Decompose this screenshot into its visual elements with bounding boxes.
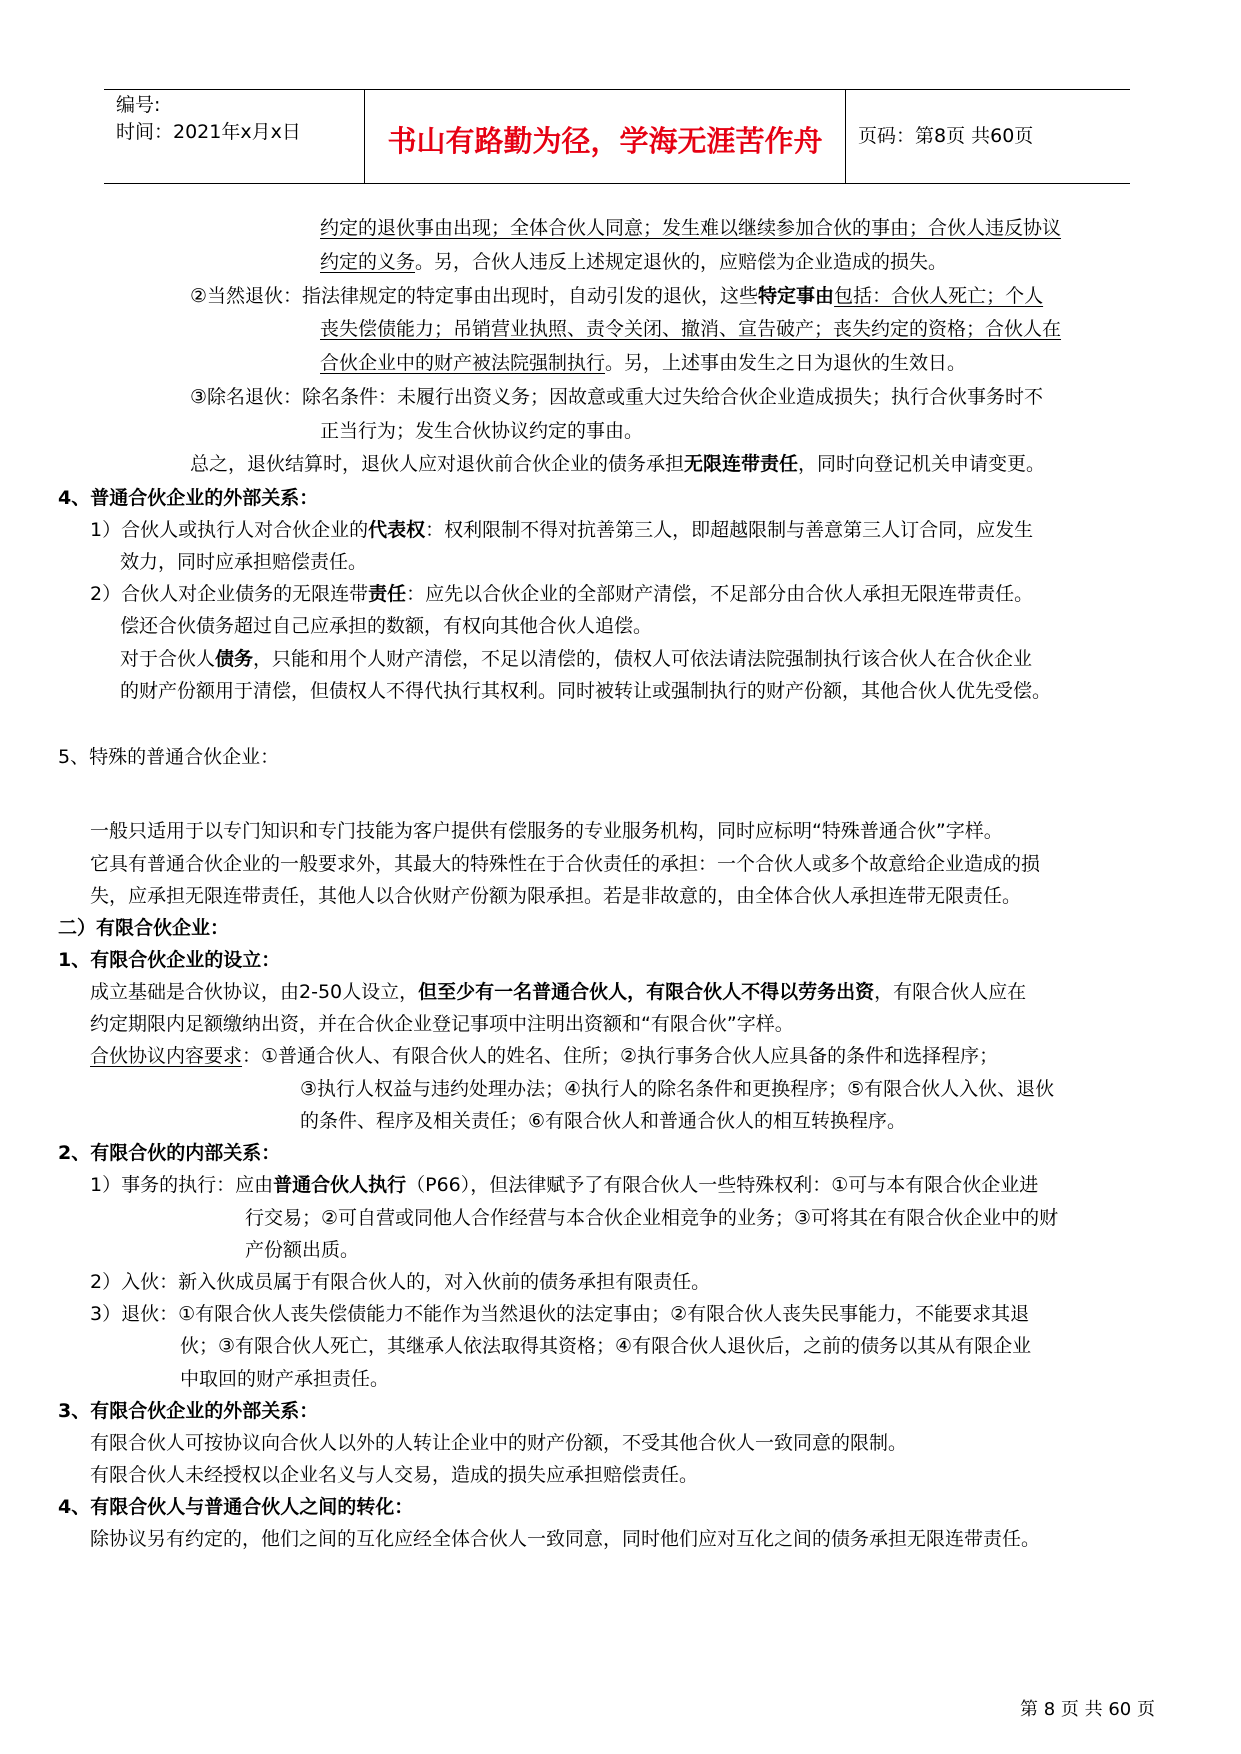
text-segment: 1、有限合伙企业的设立：	[58, 949, 281, 971]
header-page-code: 页码：第8页 共60页	[858, 125, 1034, 147]
text-line	[58, 483, 318, 513]
text-segment: ②当然退伙：指法律规定的特定事由出现时，自动引发的退伙，这些	[190, 285, 759, 307]
text-segment: 的条件、程序及相关责任；⑥有限合伙人和普通合伙人的相互转换程序。	[300, 1110, 907, 1132]
text-segment: 效力，同时应承担赔偿责任。	[120, 551, 368, 573]
text-line	[180, 1331, 1031, 1361]
text-segment: 行交易；②可自营或同他人合作经营与本合伙企业相竞争的业务；③可将其在有限合伙企业中的财	[245, 1207, 1059, 1229]
text-segment: 代表权	[368, 519, 426, 541]
page-header	[104, 89, 1130, 184]
text-segment: 一般只适用于以专门知识和专门技能为客户提供有偿服务的专业服务机构，同时应标明“特殊普通合伙”字样。	[90, 820, 1003, 842]
text-line	[90, 1460, 698, 1490]
text-line	[90, 579, 1033, 609]
text-segment: 的财产份额用于清偿，但债权人不得代执行其权利。同时被转让或强制执行的财产份额，其他合伙人优先受偿。	[120, 680, 1052, 702]
text-line	[120, 611, 652, 641]
text-segment: ，同时向登记机关申请变更。	[798, 453, 1046, 475]
text-segment: ：①普通合伙人、有限合伙人的姓名、住所；②执行事务合伙人应具备的条件和选择程序；	[242, 1045, 999, 1067]
text-segment: 4、普通合伙企业的外部关系：	[58, 487, 319, 509]
text-segment: 约定的义务	[320, 251, 416, 273]
text-segment: 除协议另有约定的，他们之间的互化应经全体合伙人一致同意，同时他们应对互化之间的债务承担无限连带责任。	[90, 1528, 1041, 1550]
text-segment: 无限连带责任	[684, 453, 799, 475]
text-segment: 它具有普通合伙企业的一般要求外，其最大的特殊性在于合伙责任的承担：一个合伙人或多个故意给企业造成的损	[90, 853, 1041, 875]
text-line	[120, 676, 1051, 706]
text-segment: ，有限合伙人应在	[874, 981, 1027, 1003]
text-line	[245, 1235, 359, 1265]
text-segment: 1）事务的执行：应由	[90, 1174, 274, 1196]
text-line	[245, 1203, 1058, 1233]
text-segment: 正当行为；发生合伙协议约定的事由。	[320, 420, 644, 442]
text-line	[90, 1041, 998, 1071]
text-line	[120, 644, 1032, 674]
text-line	[320, 247, 947, 277]
text-line	[320, 416, 643, 446]
text-segment: 3、有限合伙企业的外部关系：	[58, 1400, 319, 1422]
text-segment: 特定事由	[758, 285, 835, 307]
text-segment: ：权利限制不得对抗善第三人，即超越限制与善意第三人订合同，应发生	[425, 519, 1034, 541]
header-motto: 书山有路勤为径，学海无涯苦作舟	[387, 124, 823, 158]
text-line	[58, 1138, 280, 1168]
text-segment: 包括：合伙人死亡；个人	[834, 285, 1044, 307]
text-line	[90, 849, 1040, 879]
text-segment: 中取回的财产承担责任。	[180, 1368, 390, 1390]
document-time-label: 时间：2021年x月x日	[116, 121, 301, 143]
text-segment: 成立基础是合伙协议，由2-50人设立，	[90, 981, 419, 1003]
text-segment: 2）入伙：新入伙成员属于有限合伙人的，对入伙前的债务承担有限责任。	[90, 1271, 711, 1293]
text-segment: 普通合伙人执行	[273, 1174, 407, 1196]
text-segment: 4、有限合伙人与普通合伙人之间的转化：	[58, 1496, 414, 1518]
text-line	[120, 547, 367, 577]
text-segment: 合伙企业中的财产被法院强制执行	[320, 352, 606, 374]
text-line	[58, 1396, 318, 1426]
text-line	[300, 1074, 1054, 1104]
text-segment: 偿还合伙债务超过自己应承担的数额，有权向其他合伙人追偿。	[120, 615, 653, 637]
header-page-cell	[846, 90, 1130, 183]
text-segment: ：应先以合伙企业的全部财产清偿，不足部分由合伙人承担无限连带责任。	[406, 583, 1034, 605]
text-line	[190, 449, 1045, 479]
text-segment: 。另，上述事由发生之日为退伙的生效日。	[605, 352, 967, 374]
text-segment: ③除名退伙：除名条件：未履行出资义务；因故意或重大过失给合伙企业造成损失；执行合伙事务时不	[190, 386, 1044, 408]
text-line	[320, 213, 1061, 243]
document-number-label: 编号:	[116, 94, 161, 116]
text-segment: 失，应承担无限连带责任，其他人以合伙财产份额为限承担。若是非故意的，由全体合伙人承担连带无限责任。	[90, 885, 1022, 907]
text-line	[90, 1524, 1040, 1554]
text-segment: 二）有限合伙企业：	[58, 917, 230, 939]
text-segment: ③执行人权益与违约处理办法；④执行人的除名条件和更换程序；⑤有限合伙人入伙、退伙	[300, 1078, 1055, 1100]
text-line	[190, 382, 1043, 412]
text-segment: 债务	[215, 648, 254, 670]
text-line	[180, 1364, 389, 1394]
text-line	[190, 281, 1043, 311]
text-line	[90, 515, 1033, 545]
text-segment: 2、有限合伙的内部关系：	[58, 1142, 281, 1164]
text-segment: ，只能和用个人财产清偿，不足以清偿的，债权人可依法请法院强制执行该合伙人在合伙企业	[253, 648, 1033, 670]
text-segment: 产份额出质。	[245, 1239, 360, 1261]
header-motto-cell	[365, 90, 846, 183]
text-segment: 对于合伙人	[120, 648, 216, 670]
text-segment: 合伙协议内容要求	[90, 1045, 243, 1067]
text-line	[90, 1170, 1038, 1200]
text-line	[300, 1106, 906, 1136]
text-line	[58, 913, 229, 943]
text-segment: 有限合伙人未经授权以企业名义与人交易，造成的损失应承担赔偿责任。	[90, 1464, 699, 1486]
text-segment: 3）退伙：①有限合伙人丧失偿债能力不能作为当然退伙的法定事由；②有限合伙人丧失民事能力，不能要求其退	[90, 1303, 1030, 1325]
text-segment: 5、特殊的普通合伙企业：	[58, 746, 280, 768]
text-line	[58, 742, 279, 772]
text-segment: 丧失偿债能力；吊销营业执照、责令关闭、撤消、宣告破产；丧失约定的资格；合伙人在	[320, 318, 1062, 340]
text-segment: 。另，合伙人违反上述规定退伙的，应赔偿为企业造成的损失。	[415, 251, 948, 273]
text-segment: 伙；③有限合伙人死亡，其继承人依法取得其资格；④有限合伙人退伙后，之前的债务以其从有限企业	[180, 1335, 1032, 1357]
header-meta-cell	[104, 90, 365, 183]
text-line	[90, 977, 1026, 1007]
text-segment: 总之，退伙结算时，退伙人应对退伙前合伙企业的债务承担	[190, 453, 685, 475]
text-segment: 有限合伙人可按协议向合伙人以外的人转让企业中的财产份额，不受其他合伙人一致同意的限制。	[90, 1432, 908, 1454]
text-segment: 责任	[368, 583, 407, 605]
text-line	[90, 1267, 710, 1297]
text-line	[320, 314, 1061, 344]
text-line	[90, 1428, 907, 1458]
text-segment: 1）合伙人或执行人对合伙企业的	[90, 519, 369, 541]
text-line	[58, 945, 280, 975]
text-line	[90, 881, 1021, 911]
text-segment: （P66），但法律赋予了有限合伙人一些特殊权利：①可与本有限合伙企业进	[406, 1174, 1039, 1196]
text-line	[90, 1009, 794, 1039]
text-line	[320, 348, 966, 378]
text-line	[58, 1492, 413, 1522]
text-segment: 但至少有一名普通合伙人，有限合伙人不得以劳务出资	[418, 981, 875, 1003]
page-footer: 第 8 页 共 60 页	[1020, 1699, 1155, 1720]
text-line	[90, 816, 1003, 846]
text-segment: 约定的退伙事由出现；全体合伙人同意；发生难以继续参加合伙的事由；合伙人违反协议	[320, 217, 1062, 239]
text-line	[90, 1299, 1029, 1329]
text-segment: 2）合伙人对企业债务的无限连带	[90, 583, 369, 605]
text-segment: 约定期限内足额缴纳出资，并在合伙企业登记事项中注明出资额和“有限合伙”字样。	[90, 1013, 794, 1035]
